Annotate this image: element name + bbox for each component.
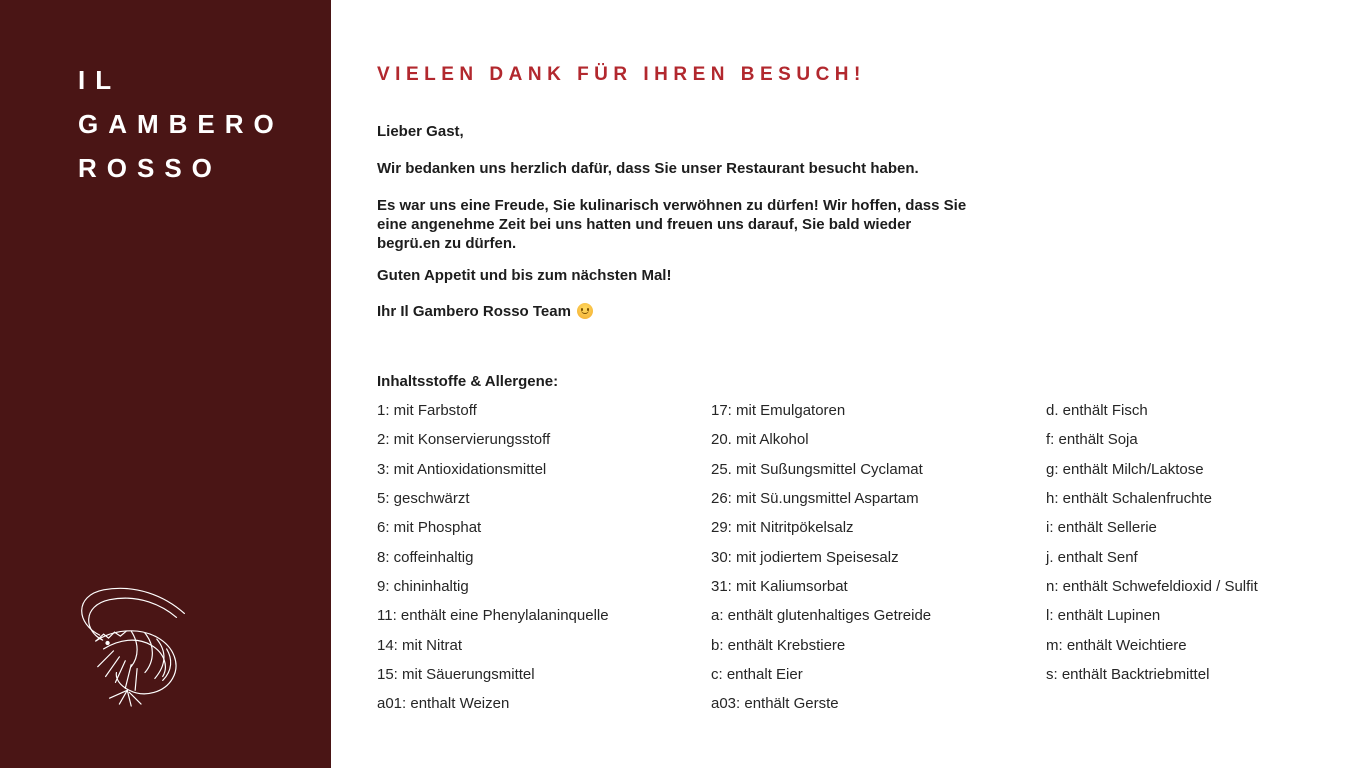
allergen-item: 5: geschwärzt xyxy=(377,490,470,508)
allergen-item: a01: enthalt Weizen xyxy=(377,695,510,713)
allergen-item: 26: mit Sü.ungsmittel Aspartam xyxy=(711,490,919,508)
allergen-item: 9: chininhaltig xyxy=(377,578,469,596)
allergen-item: 17: mit Emulgatoren xyxy=(711,402,846,419)
allergen-item: j. enthalt Senf xyxy=(1046,548,1138,566)
allergen-item: 1: mit Farbstoff xyxy=(377,402,477,419)
main-content xyxy=(377,0,1322,768)
logo-line-1: IL xyxy=(78,65,122,95)
allergen-item: l: enthält Lupinen xyxy=(1046,607,1161,625)
allergen-item: s: enthält Backtriebmittel xyxy=(1046,666,1210,684)
allergen-item: 29: mit Nitritpökelsalz xyxy=(711,519,854,537)
allergen-item: d. enthält Fisch xyxy=(1046,402,1148,419)
allergen-column-3 xyxy=(1046,402,1366,695)
allergen-column-1 xyxy=(377,402,709,725)
allergen-item: 15: mit Säuerungsmittel xyxy=(377,666,535,684)
allergen-item: c: enthalt Eier xyxy=(711,666,803,684)
allergen-item: n: enthält Schwefeldioxid / Sulfit xyxy=(1046,578,1258,596)
allergen-item: 30: mit jodiertem Speisesalz xyxy=(711,548,899,566)
signature-line xyxy=(377,302,593,321)
allergen-item: 31: mit Kaliumsorbat xyxy=(711,578,848,596)
logo-line-2: GAMBERO xyxy=(78,109,284,139)
allergen-item: 3: mit Antioxidationsmittel xyxy=(377,460,547,478)
allergen-item: h: enthält Schalenfruchte xyxy=(1046,490,1212,508)
allergen-item: 14: mit Nitrat xyxy=(377,636,463,654)
logo-line-3: ROSSO xyxy=(78,153,222,183)
allergen-item: i: enthält Sellerie xyxy=(1046,519,1157,537)
allergen-item: 2: mit Konservierungsstoff xyxy=(377,431,551,449)
allergen-item: b: enthält Krebstiere xyxy=(711,636,846,654)
restaurant-logo xyxy=(78,58,284,190)
allergen-item: 25. mit Sußungsmittel Cyclamat xyxy=(711,460,923,478)
allergen-item: 6: mit Phosphat xyxy=(377,519,482,537)
shrimp-icon xyxy=(70,580,218,708)
allergen-item: a03: enthält Gerste xyxy=(711,695,839,713)
allergen-item: g: enthält Milch/Laktose xyxy=(1046,460,1204,478)
allergen-column-2 xyxy=(711,402,1043,725)
allergens-heading: Inhaltsstoffe & Allergene: xyxy=(377,373,559,390)
allergen-item: a: enthält glutenhaltiges Getreide xyxy=(711,607,932,625)
thanks-text: Wir bedanken uns herzlich dafür, dass Sie unser Restaurant besucht haben. xyxy=(377,160,919,177)
allergen-item: m: enthält Weichtiere xyxy=(1046,636,1187,654)
allergen-item: f: enthält Soja xyxy=(1046,431,1138,449)
signature-text: Ihr Il Gambero Rosso Team xyxy=(377,303,571,320)
allergen-item: 20. mit Alkohol xyxy=(711,431,809,449)
sidebar xyxy=(0,0,331,768)
allergen-item: 8: coffeinhaltig xyxy=(377,548,474,566)
appetit-text: Guten Appetit und bis zum nächsten Mal! xyxy=(377,267,672,284)
page-title: VIELEN DANK FÜR IHREN BESUCH! xyxy=(377,64,866,85)
smiley-emoji xyxy=(577,303,593,319)
greeting-text: Lieber Gast, xyxy=(377,123,464,140)
allergen-item: 11: enthält eine Phenylalaninquelle xyxy=(377,607,609,625)
message-text: Es war uns eine Freude, Sie kulinarisch verwöhnen zu dürfen! Wir hoffen, dass Sie eine angenehme Zeit bei uns hatten und freuen uns darauf, Sie bald wieder begrü.en zu dürfen. xyxy=(377,197,967,252)
